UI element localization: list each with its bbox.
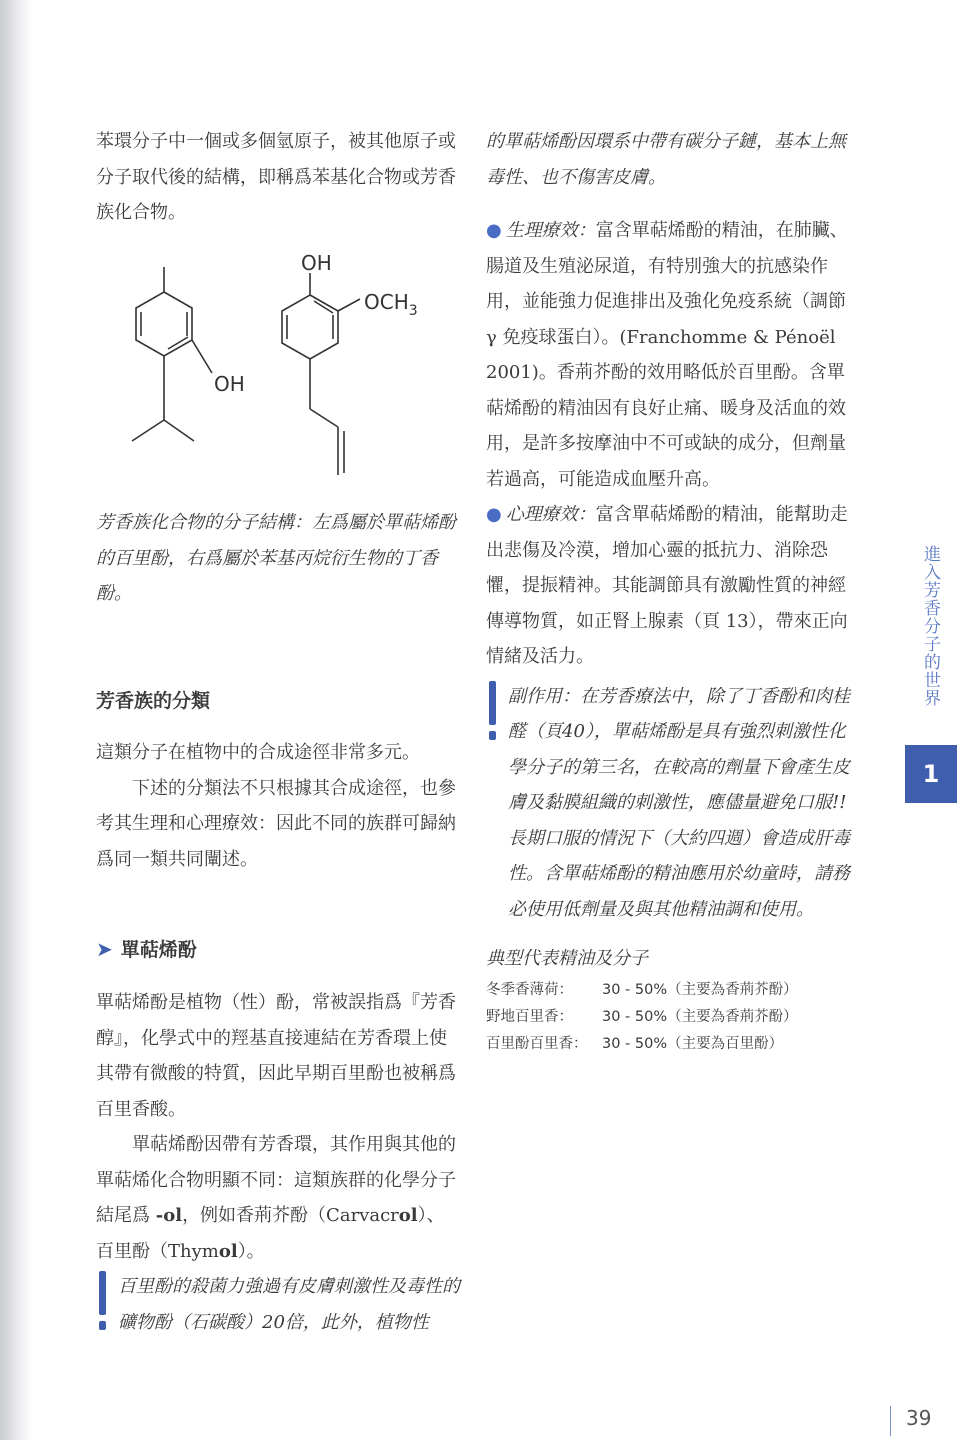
chapter-side-title: 進入芳香分子的世界 bbox=[920, 545, 940, 707]
bullet-dot-icon: ● bbox=[486, 220, 502, 241]
exclamation-icon bbox=[486, 681, 500, 743]
thymol-oh-label: OH bbox=[214, 372, 245, 396]
side-effect-warning-block bbox=[486, 679, 852, 928]
molecule-diagram bbox=[110, 245, 450, 490]
thymol-warning-block bbox=[96, 1269, 462, 1340]
monoterpene-phenol-text bbox=[96, 985, 462, 1340]
table-row bbox=[486, 1004, 852, 1031]
eugenol-structure bbox=[282, 273, 360, 475]
page-number-divider bbox=[890, 1406, 891, 1436]
figure-caption: 芳香族化合物的分子結構：左爲屬於單萜烯酚的百里酚，右爲屬於苯基丙烷衍生物的丁香酚。 bbox=[96, 512, 456, 604]
page-spine-shadow bbox=[0, 0, 32, 1440]
chapter-number-tab: 1 bbox=[905, 745, 957, 803]
subsection-heading-monoterpene-phenols bbox=[96, 935, 197, 962]
continued-paragraph: 的單萜烯酚因環系中帶有碳分子鏈，基本上無毒性、也不傷害皮膚。 bbox=[486, 131, 846, 188]
psychological-effects-paragraph: ● 心理療效：富含單萜烯酚的精油，能幫助走出悲傷及冷漠，增加心靈的抵抗力、消除恐懼，提振精神。其能調節具有激勵性質的神經傳導物質，如正腎上腺素（頁 13），帶來正向情緒及活力。 bbox=[486, 504, 848, 667]
subsection-title: 單萜烯酚 bbox=[120, 939, 197, 961]
physiological-effects-paragraph: ● 生理療效：富含單萜烯酚的精油，在肺臟、腸道及生殖泌尿道，有特別強大的抗感染作用，並能強力促進排出及強化免疫系統（調節 γ 免疫球蛋白）。(Franchomme & Pénoël 2001)。香荊芥酚的效用略低於百里酚。含單萜烯酚的精油因有良好止痛、暖身及活血的效用，是許多按摩油中不可或缺的成分，但劑量若過高，可能造成血壓升高。 bbox=[486, 220, 848, 490]
right-column bbox=[486, 124, 852, 1058]
oil-name: 野地百里香： bbox=[486, 1008, 573, 1025]
table-row bbox=[486, 977, 852, 1004]
representative-oils-table bbox=[486, 977, 852, 1058]
eugenol-och3-label: $OCH_3$ bbox=[364, 290, 418, 319]
oil-value: 30 - 50%（主要為香荊芥酚） bbox=[602, 1008, 798, 1025]
thymol-structure bbox=[132, 267, 212, 441]
oil-value: 30 - 50%（主要為香荊芥酚） bbox=[602, 981, 798, 998]
monoterpene-paragraph-2: 單萜烯酚因帶有芳香環，其作用與其他的單萜烯化合物明顯不同：這類族群的化學分子結尾爲 -ol，例如香荊芥酚（Carvacrol）、百里酚（Thymol）。 bbox=[96, 1134, 456, 1262]
page-number: 39 bbox=[906, 1406, 932, 1430]
monoterpene-paragraph-1: 單萜烯酚是植物（性）酚，常被誤指爲『芳香醇』，化學式中的羥基直接連結在芳香環上使其帶有微酸的特質，因此早期百里酚也被稱爲百里香酸。 bbox=[96, 992, 456, 1120]
oil-name: 冬季香薄荷： bbox=[486, 981, 573, 998]
left-column-intro bbox=[96, 124, 462, 231]
representative-oils-title: 典型代表精油及分子 bbox=[486, 948, 648, 969]
classification-paragraph-2: 下述的分類法不只根據其合成途徑，也參考其生理和心理療效：因此不同的族群可歸納爲同一類共同闡述。 bbox=[96, 777, 456, 870]
classification-text bbox=[96, 735, 462, 877]
oil-name: 百里酚百里香： bbox=[486, 1035, 588, 1052]
figure-caption-block bbox=[96, 505, 462, 612]
bullet-dot-icon: ● bbox=[486, 504, 502, 525]
table-row bbox=[486, 1031, 852, 1058]
section-heading-aromatic-classification: 芳香族的分類 bbox=[96, 690, 211, 712]
eugenol-oh-label: OH bbox=[301, 251, 332, 275]
classification-paragraph-1: 這類分子在植物中的合成途徑非常多元。 bbox=[96, 742, 420, 763]
intro-paragraph: 苯環分子中一個或多個氫原子，被其他原子或分子取代後的結構，即稱爲苯基化合物或芳香族化合物。 bbox=[96, 131, 456, 223]
arrow-right-icon: ➤ bbox=[96, 936, 113, 961]
exclamation-icon bbox=[96, 1271, 110, 1333]
thymol-warning-text: 百里酚的殺菌力強過有皮膚刺激性及毒性的礦物酚（石碳酸）20倍，此外，植物性 bbox=[118, 1276, 460, 1333]
oil-value: 30 - 50%（主要為百里酚） bbox=[602, 1035, 784, 1052]
side-effect-text: 副作用：在芳香療法中，除了丁香酚和肉桂醛（頁40），單萜烯酚是具有強烈刺激性化學分子的第三名，在較高的劑量下會產生皮膚及黏膜組織的刺激性，應儘量避免口服!!長期口服的情況下（大約四週）會造成肝毒性。含單萜烯酚的精油應用於幼童時，請務必使用低劑量及與其他精油調和使用。 bbox=[508, 685, 850, 920]
